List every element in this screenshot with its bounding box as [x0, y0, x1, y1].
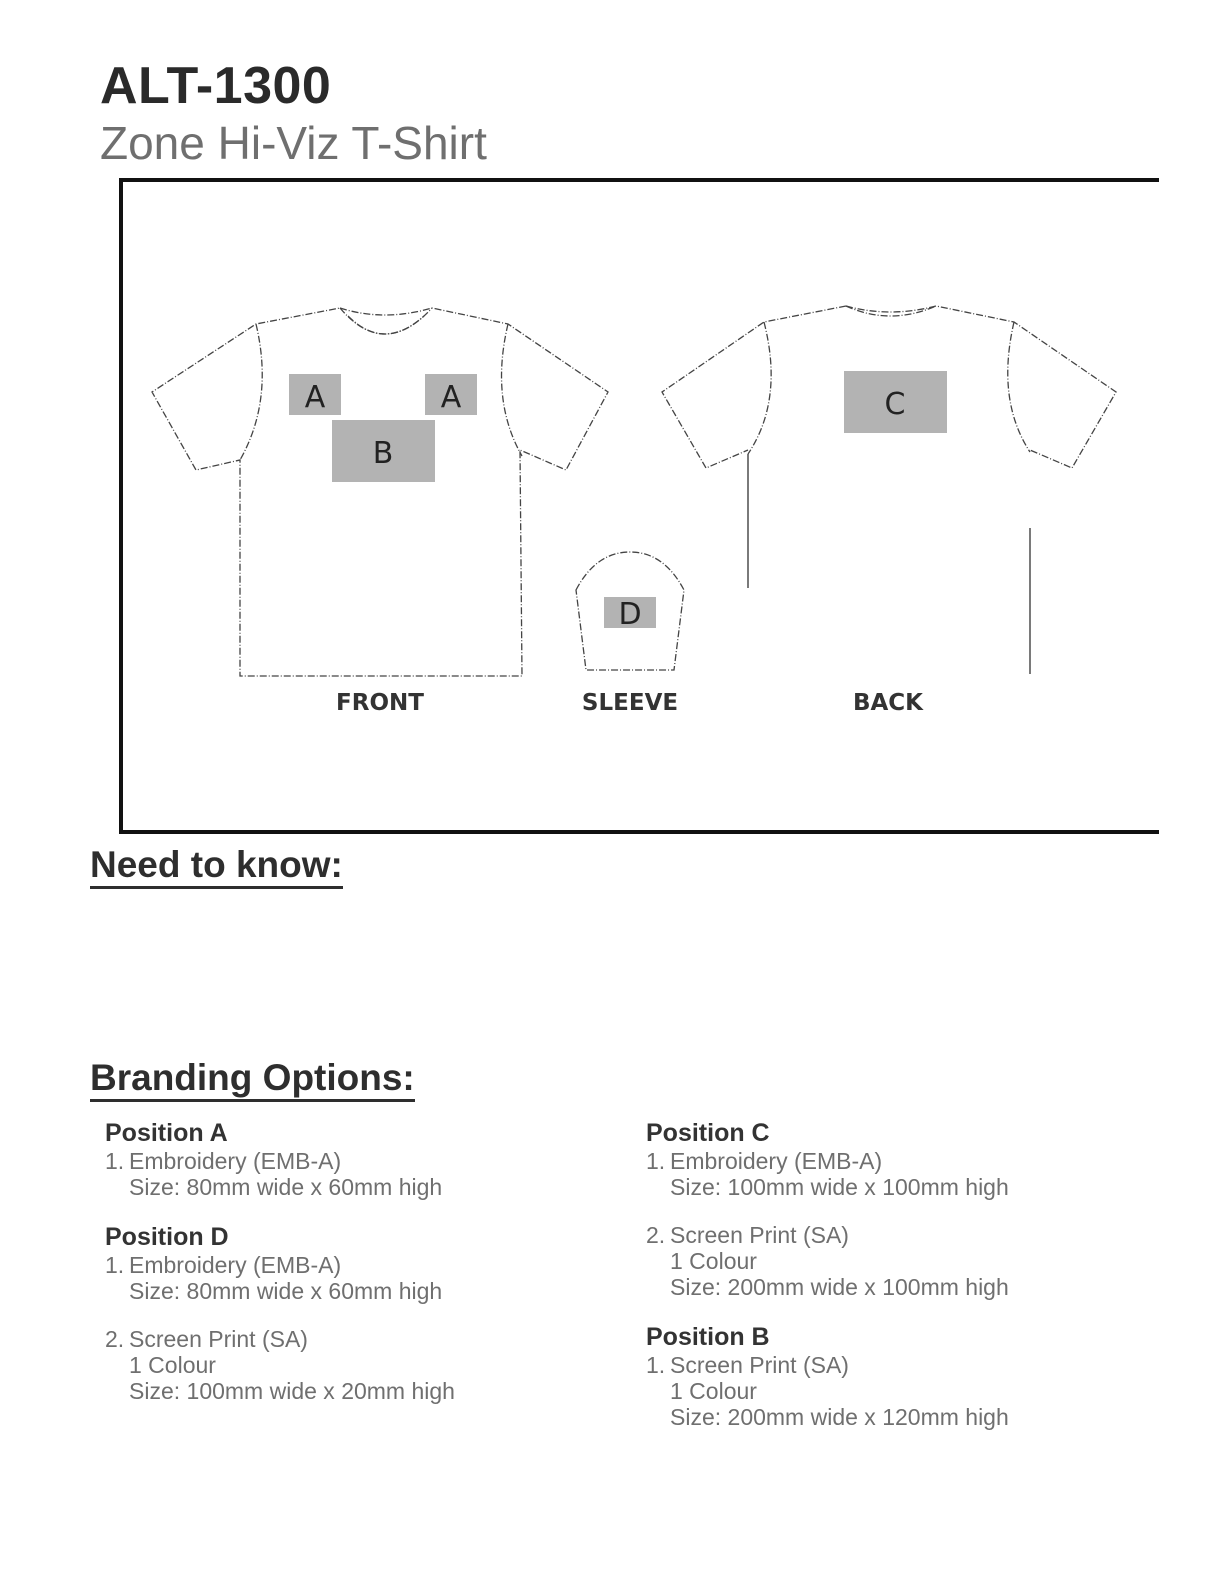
branding-option: [105, 1326, 605, 1404]
branding-option: [105, 1148, 605, 1200]
option-method: Screen Print (SA): [129, 1326, 308, 1352]
position-title: Position C: [646, 1119, 770, 1147]
position-c-block: [646, 1118, 1146, 1300]
position-title: Position A: [105, 1119, 228, 1147]
branding-option: [105, 1252, 605, 1304]
position-a-block: [105, 1118, 605, 1200]
option-colours: 1 Colour: [129, 1352, 216, 1378]
zone-a-right-label: A: [440, 380, 462, 415]
position-b-block: [646, 1322, 1146, 1430]
option-number: 2.: [105, 1326, 125, 1352]
product-name: Zone Hi-Viz T-Shirt: [100, 117, 487, 169]
option-method: Screen Print (SA): [670, 1222, 849, 1248]
branding-option: [646, 1222, 1146, 1300]
option-colours: 1 Colour: [670, 1248, 757, 1274]
option-size: Size: 80mm wide x 60mm high: [129, 1278, 443, 1304]
branding-option: [646, 1148, 1146, 1200]
option-size: Size: 100mm wide x 100mm high: [670, 1174, 1009, 1200]
position-title: Position B: [646, 1323, 770, 1351]
option-number: 1.: [646, 1352, 666, 1378]
option-size: Size: 200mm wide x 120mm high: [670, 1404, 1009, 1430]
branding-option: [646, 1352, 1146, 1430]
front-label: FRONT: [336, 690, 424, 716]
back-label: BACK: [852, 690, 924, 716]
zone-d-label: D: [618, 597, 642, 632]
option-number: 1.: [105, 1252, 125, 1278]
zone-b-label: B: [372, 436, 394, 471]
option-method: Embroidery (EMB-A): [670, 1148, 883, 1174]
option-size: Size: 80mm wide x 60mm high: [129, 1174, 443, 1200]
option-method: Screen Print (SA): [670, 1352, 849, 1378]
option-method: Embroidery (EMB-A): [129, 1252, 342, 1278]
option-number: 1.: [105, 1148, 125, 1174]
option-number: 1.: [646, 1148, 666, 1174]
sleeve-label: SLEEVE: [581, 690, 679, 716]
zone-a-left-label: A: [304, 380, 326, 415]
product-code: ALT-1300: [100, 57, 332, 115]
zone-c-label: C: [884, 387, 906, 422]
back-shirt-outline: [662, 306, 1116, 674]
front-shirt-outline: [152, 308, 608, 676]
option-method: Embroidery (EMB-A): [129, 1148, 342, 1174]
need-to-know-heading: Need to know:: [90, 845, 343, 889]
position-d-block: [105, 1222, 605, 1404]
option-size: Size: 200mm wide x 100mm high: [670, 1274, 1009, 1300]
option-number: 2.: [646, 1222, 666, 1248]
position-title: Position D: [105, 1223, 229, 1251]
branding-left-column: [105, 1118, 605, 1426]
option-colours: 1 Colour: [670, 1378, 757, 1404]
branding-right-column: [646, 1118, 1146, 1452]
option-size: Size: 100mm wide x 20mm high: [129, 1378, 455, 1404]
branding-options-heading: Branding Options:: [90, 1058, 415, 1102]
